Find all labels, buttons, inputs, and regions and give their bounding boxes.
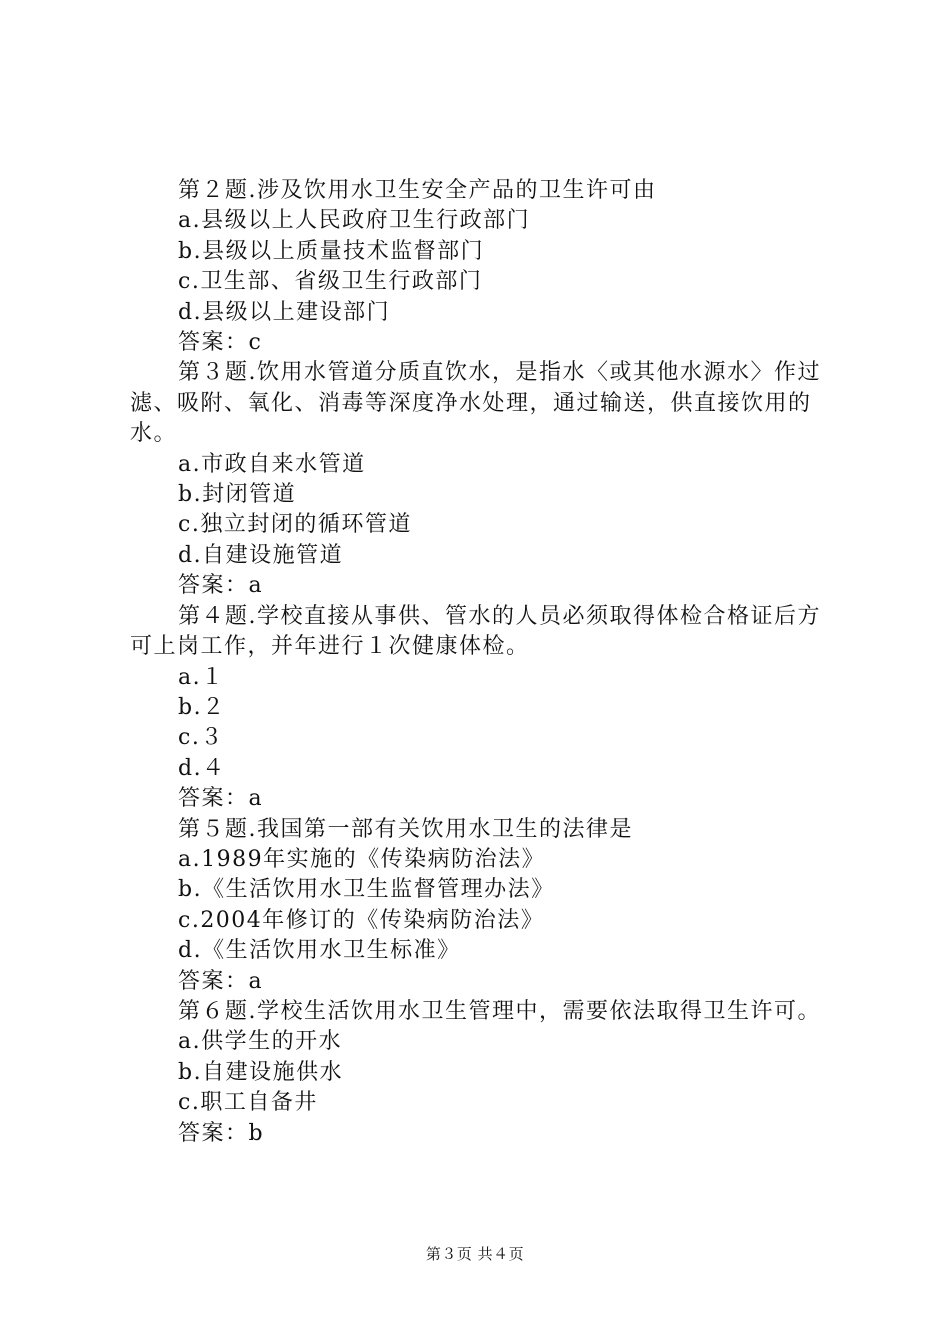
question-3-option-c: c.独立封闭的循环管道 xyxy=(178,512,412,538)
question-4-option-c: c.３ xyxy=(178,725,224,751)
question-6-option-b: b.自建设施供水 xyxy=(178,1059,344,1085)
question-4-option-d: d.４ xyxy=(178,755,226,781)
question-3-option-a: a.市政自来水管道 xyxy=(178,451,366,477)
document-body xyxy=(130,176,830,1149)
question-6-answer: 答案：b xyxy=(178,1120,265,1146)
question-2-answer: 答案：c xyxy=(178,330,263,356)
question-4-text: 第４题.学校直接从事供、管水的人员必须取得体检合格证后方可上岗工作，并年进行１次健康体检。 xyxy=(130,603,821,660)
question-2-option-a: a.县级以上人民政府卫生行政部门 xyxy=(178,208,531,234)
question-5-option-a: a.1989年实施的《传染病防治法》 xyxy=(178,846,546,872)
question-3-option-d: d.自建设施管道 xyxy=(178,542,344,568)
question-5-option-d: d.《生活饮用水卫生标准》 xyxy=(178,938,461,964)
question-6-option-a: a.供学生的开水 xyxy=(178,1029,343,1055)
question-6-option-c: c.职工自备井 xyxy=(178,1090,318,1116)
question-4-option-b: b.２ xyxy=(178,694,226,720)
question-2-option-c: c.卫生部、省级卫生行政部门 xyxy=(178,269,483,295)
question-3-text: 第３题.饮用水管道分质直饮水，是指水〈或其他水源水〉作过滤、吸附、氧化、消毒等深度净水处理，通过输送，供直接饮用的水。 xyxy=(130,360,821,447)
question-3-option-b: b.封闭管道 xyxy=(178,482,297,508)
page-footer: 第３页 共４页 xyxy=(425,1245,525,1263)
question-4-answer: 答案：a xyxy=(178,786,264,812)
question-2-option-b: b.县级以上质量技术监督部门 xyxy=(178,238,485,264)
question-3-answer: 答案：a xyxy=(178,573,264,599)
question-5-answer: 答案：a xyxy=(178,968,264,994)
question-5-option-c: c.2004年修订的《传染病防治法》 xyxy=(178,907,545,933)
question-2-text: 第２题.涉及饮用水卫生安全产品的卫生许可由 xyxy=(178,178,657,203)
question-2-option-d: d.县级以上建设部门 xyxy=(178,299,391,325)
question-5-option-b: b.《生活饮用水卫生监督管理办法》 xyxy=(178,877,555,903)
question-5-text: 第５题.我国第一部有关饮用水卫生的法律是 xyxy=(178,816,633,842)
question-4-option-a: a.１ xyxy=(178,664,225,690)
question-6-text: 第６题.学校生活饮用水卫生管理中，需要依法取得卫生许可。 xyxy=(178,998,821,1024)
